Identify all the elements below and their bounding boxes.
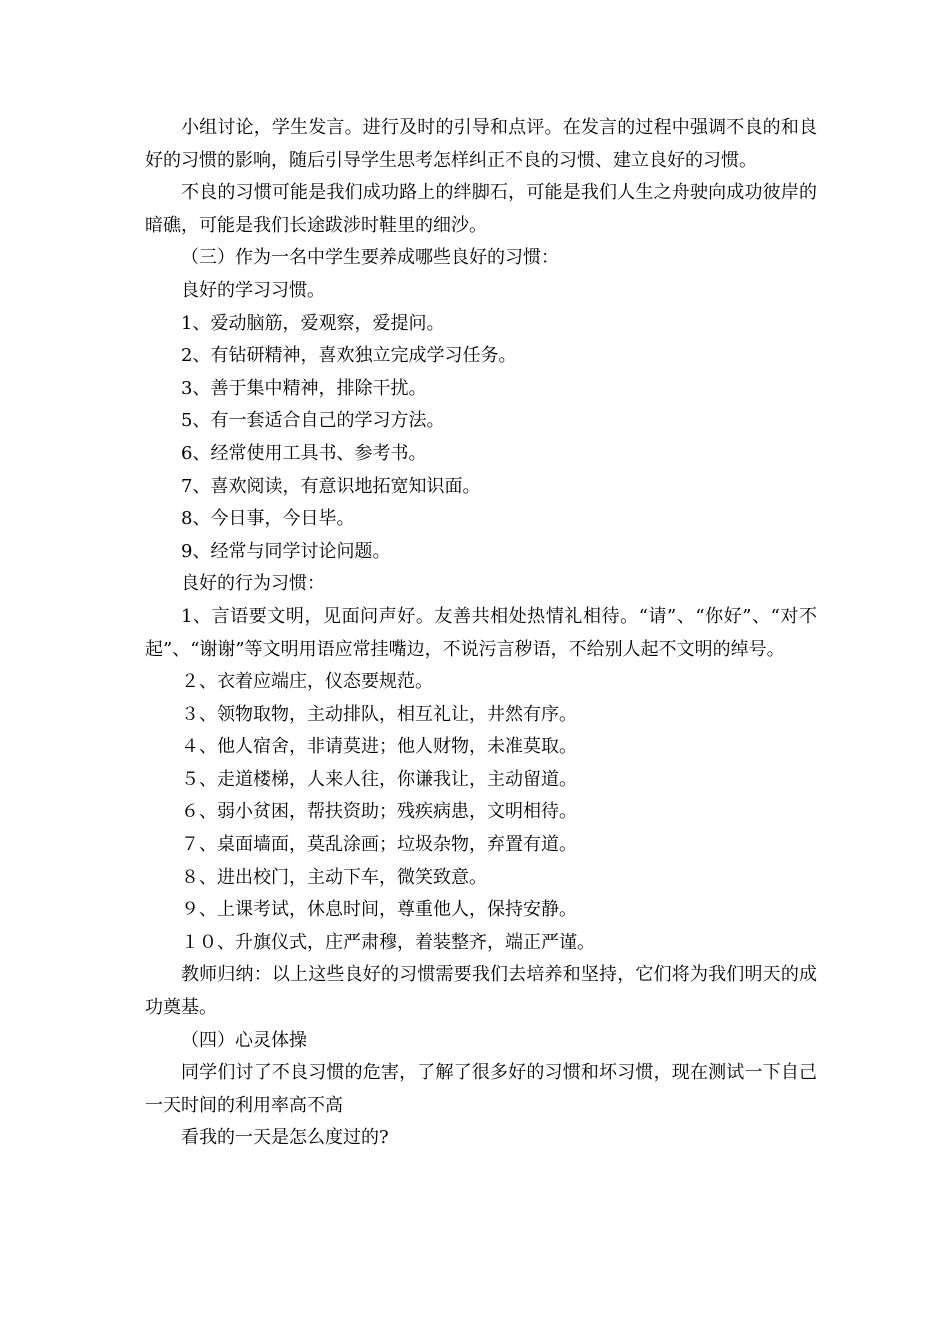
paragraph: 看我的一天是怎么度过的? — [181, 1127, 389, 1149]
section-heading: （四）心灵体操 — [181, 1029, 307, 1051]
list-item: ２、衣着应端庄，仪态要规范。 — [181, 671, 433, 693]
list-item: １０、升旗仪式，庄严肃穆，着装整齐，端正严谨。 — [181, 931, 595, 953]
document-body — [145, 112, 817, 1155]
list-item: ７、桌面墙面，莫乱涂画；垃圾杂物，弃置有道。 — [181, 834, 577, 856]
list-item: 1、言语要文明，见面问声好。友善共相处热情礼相待。“请”、“你好”、“对不起”、“谢谢”等文明用语应常挂嘴边，不说污言秽语，不给别人起不文明的绰号。 — [145, 605, 817, 660]
list-item: 6、经常使用工具书、参考书。 — [181, 442, 427, 464]
list-item: 9、经常与同学讨论问题。 — [181, 540, 391, 562]
subheading: 良好的行为习惯： — [181, 573, 325, 595]
list-item: ３、领物取物，主动排队，相互礼让，井然有序。 — [181, 703, 577, 725]
list-item: 7、喜欢阅读，有意识地拓宽知识面。 — [181, 475, 481, 497]
paragraph: 小组讨论，学生发言。进行及时的引导和点评。在发言的过程中强调不良的和良好的习惯的影响，随后引导学生思考怎样纠正不良的习惯、建立良好的习惯。 — [145, 117, 817, 171]
list-item: ４、他人宿舍，非请莫进；他人财物，未准莫取。 — [181, 736, 577, 758]
list-item: 8、今日事，今日毕。 — [181, 508, 355, 530]
list-item: 3、善于集中精神，排除干扰。 — [181, 377, 427, 399]
list-item: ５、走道楼梯，人来人往，你谦我让，主动留道。 — [181, 768, 577, 790]
list-item: 1、爱动脑筋，爱观察，爱提问。 — [181, 312, 445, 334]
paragraph: 同学们讨了不良习惯的危害，了解了很多好的习惯和坏习惯，现在测试一下自己一天时间的利用率高不高 — [145, 1062, 817, 1116]
subheading: 良好的学习习惯。 — [181, 279, 325, 301]
list-item: ６、弱小贫困，帮扶资助；残疾病患，文明相待。 — [181, 801, 577, 823]
list-item: 5、有一套适合自己的学习方法。 — [181, 410, 445, 432]
section-heading: （三）作为一名中学生要养成哪些良好的习惯： — [181, 247, 559, 269]
paragraph: 教师归纳：以上这些良好的习惯需要我们去培养和坚持，它们将为我们明天的成功奠基。 — [145, 964, 817, 1019]
list-item: 2、有钻研精神，喜欢独立完成学习任务。 — [181, 345, 517, 367]
paragraph: 不良的习惯可能是我们成功路上的绊脚石，可能是我们人生之舟驶向成功彼岸的暗礁，可能是我们长途跋涉时鞋里的细沙。 — [145, 182, 817, 236]
list-item: ８、进出校门，主动下车，微笑致意。 — [181, 866, 487, 888]
list-item: ９、上课考试，休息时间，尊重他人，保持安静。 — [181, 899, 577, 921]
